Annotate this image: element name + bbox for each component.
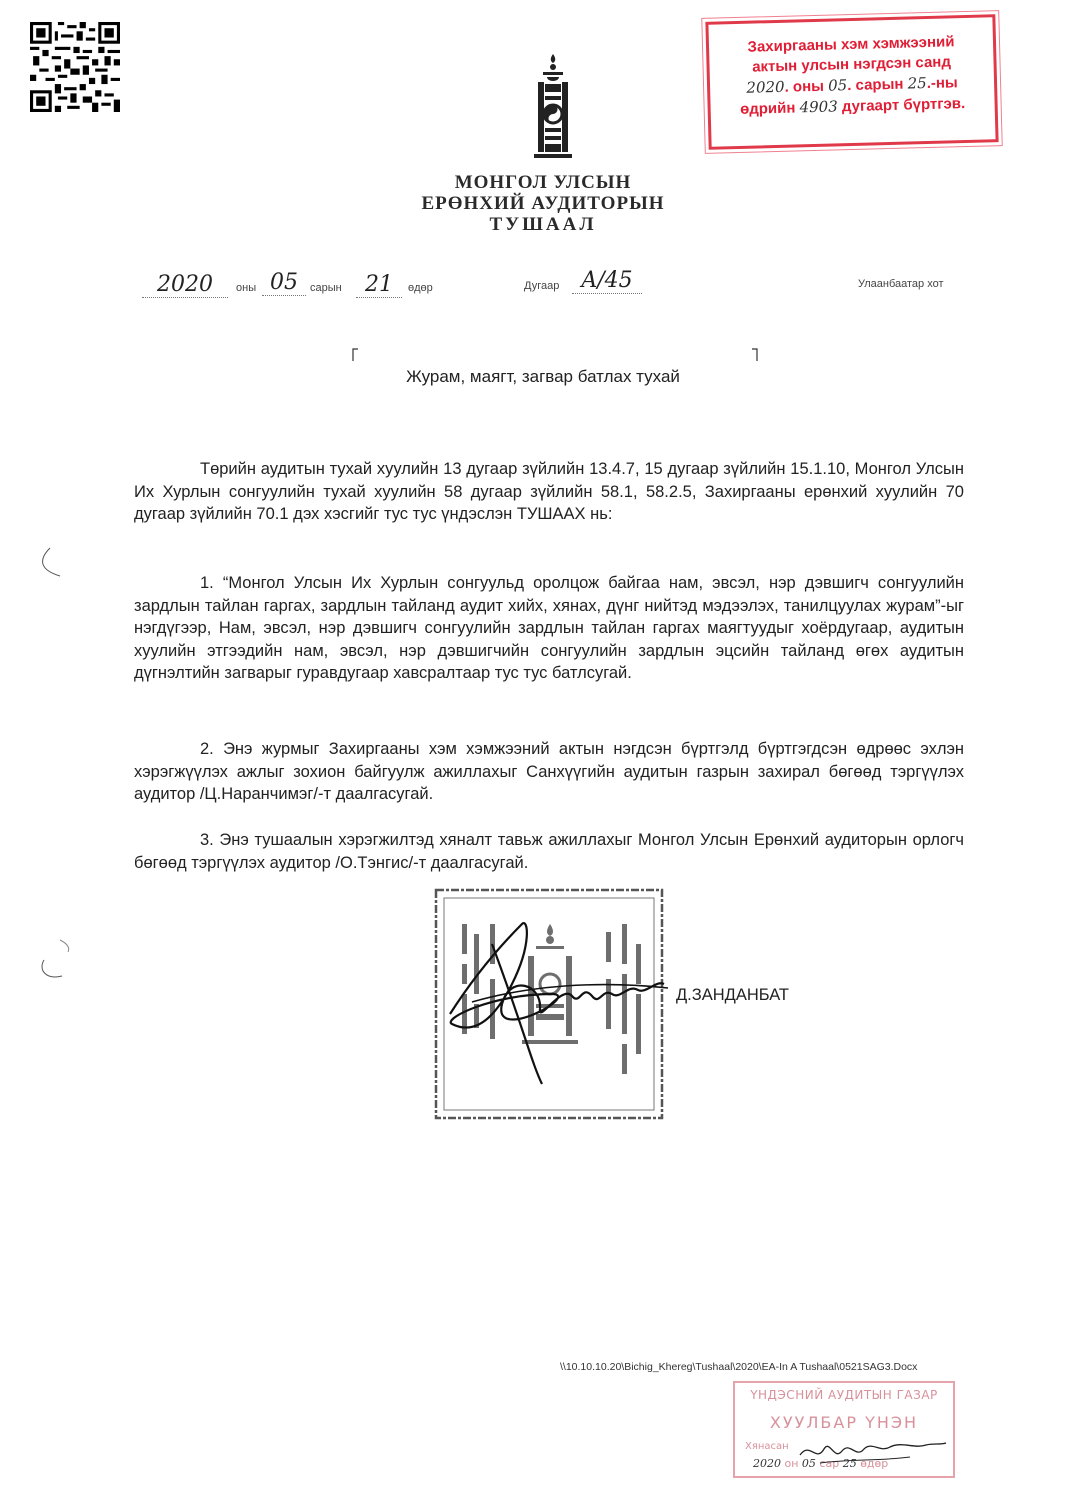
signer-name: Д.ЗАНДАНБАТ <box>676 986 790 1004</box>
number-label: Дугаар <box>524 280 560 292</box>
qr-code-icon <box>30 22 120 112</box>
date-month: 05 <box>262 270 306 296</box>
copy-stamp-day: 25 <box>842 1457 857 1470</box>
reg-stamp-month: 05 <box>827 76 848 95</box>
item-1-paragraph: 1. “Монгол Улсын Их Хурлын сонгуульд оролцож байгаа нам, эвсэл, нэр дэвшигч сонгуулийн зардлын тайлан гаргах, зардлын тайланд аудит хийх, хянах, дүнг нийтэд мэдээлэх, танилцуулах журам”-ыг нэгдүгээр, Нам, эвсэл, нэр дэвшигч сонгуулийн зардлын тайлан гаргах маягтуудыг хоёрдугаар, аудитын хуулийн этгээдийн нам, эвсэл, нэр дэвшигчийн сонгуулийн зардлын эцсийн тайланд өгөх аудитын дүгнэлтийн загварыг гуравдугаар хавсралтаар тус тус батлсугай. <box>134 574 964 682</box>
item-3-paragraph: 3. Энэ тушаалын хэрэгжилтэд хяналт тавьж ажиллахыг Монгол Улсын Ерөнхий аудиторын орлогч бөгөөд тэргүүлэх аудитор /О.Тэнгис/-т даалгасугай. <box>134 831 964 872</box>
date-day-label: өдөр <box>408 282 433 294</box>
registration-stamp <box>705 14 998 150</box>
copy-stamp-line1: ҮНДЭСНИЙ АУДИТЫН ГАЗАР <box>750 1388 938 1402</box>
certified-copy-stamp <box>733 1381 955 1478</box>
date-day: 21 <box>356 272 402 298</box>
date-year-label: оны <box>236 282 257 294</box>
reg-stamp-day-suffix: .-ны <box>926 74 958 93</box>
reg-stamp-day: 25 <box>907 74 927 93</box>
document-title: Журам, маягт, загвар батлах тухай <box>406 367 680 386</box>
reg-stamp-number: 4903 <box>799 97 838 117</box>
header-line-office: ЕРӨНХИЙ АУДИТОРЫН <box>421 193 665 214</box>
header-line-doc-type: ТУШААЛ <box>489 214 597 235</box>
reg-stamp-month-suffix: . сарын <box>846 75 904 95</box>
copy-stamp-year-label: он <box>784 1457 799 1470</box>
copy-stamp-line3: Хянасан <box>745 1441 789 1452</box>
copy-stamp-month: 05 <box>801 1457 816 1470</box>
reg-stamp-suffix: дугаарт бүртгэв. <box>841 95 966 116</box>
header-line-country: МОНГОЛ УЛСЫН <box>454 172 632 193</box>
state-emblem-icon <box>528 52 578 164</box>
reg-stamp-year-suffix: . оны <box>784 77 825 96</box>
official-seal-icon <box>432 884 672 1124</box>
copy-stamp-line2: ХУУЛБАР ҮНЭН <box>769 1413 919 1432</box>
reg-stamp-prefix: өдрийн <box>739 99 796 118</box>
item-2-paragraph: 2. Энэ журмыг Захиргааны хэм хэмжээний актын нэгдсэн бүртгэлд бүртгэгдсэн өдрөөс эхлэн хэрэгжүүлэх ажлыг зохион байгуулж ажиллахыг Санхүүгийн аудитын газрын захирал бөгөөд тэргүүлэх аудитор /Ц.Наранчимэг/-т даалгасугай. <box>134 740 964 803</box>
date-line <box>0 268 1086 308</box>
copy-stamp-day-label: өдөр <box>860 1457 889 1470</box>
copy-signature-icon <box>790 1433 950 1473</box>
margin-marks <box>30 540 80 990</box>
reg-stamp-line1: Захиргааны хэм хэмжээний <box>747 33 955 56</box>
reg-stamp-year: 2020 <box>746 77 785 97</box>
intro-paragraph: Төрийн аудитын тухай хуулийн 13 дугаар зүйлийн 13.4.7, 15 дугаар зүйлийн 15.1.10, Монгол Улсын Их Хурлын сонгуулийн тухай хуулийн 58 дугаар зүйлийн 58.1, 58.2.5, Захиргааны ерөнхий хуулийн 70 дугаар зүйлийн 70.1 дэх хэсгийг тус тус үндэслэн ТУШААХ нь: <box>134 460 964 523</box>
copy-stamp-month-label: сар <box>819 1457 840 1470</box>
date-year: 2020 <box>142 272 228 298</box>
copy-stamp-year: 2020 <box>753 1457 781 1470</box>
order-number: A/45 <box>572 268 642 294</box>
date-month-label: сарын <box>310 282 342 294</box>
reg-stamp-line2: актын улсын нэгдсэн санд <box>751 53 952 76</box>
file-path: \\10.10.10.20\Bichig_Khereg\Tushaal\2020\EA-In A Tushaal\0521SAG3.Docx <box>560 1361 918 1373</box>
title-brackets <box>352 348 758 362</box>
city: Улаанбаатар хот <box>858 278 944 290</box>
